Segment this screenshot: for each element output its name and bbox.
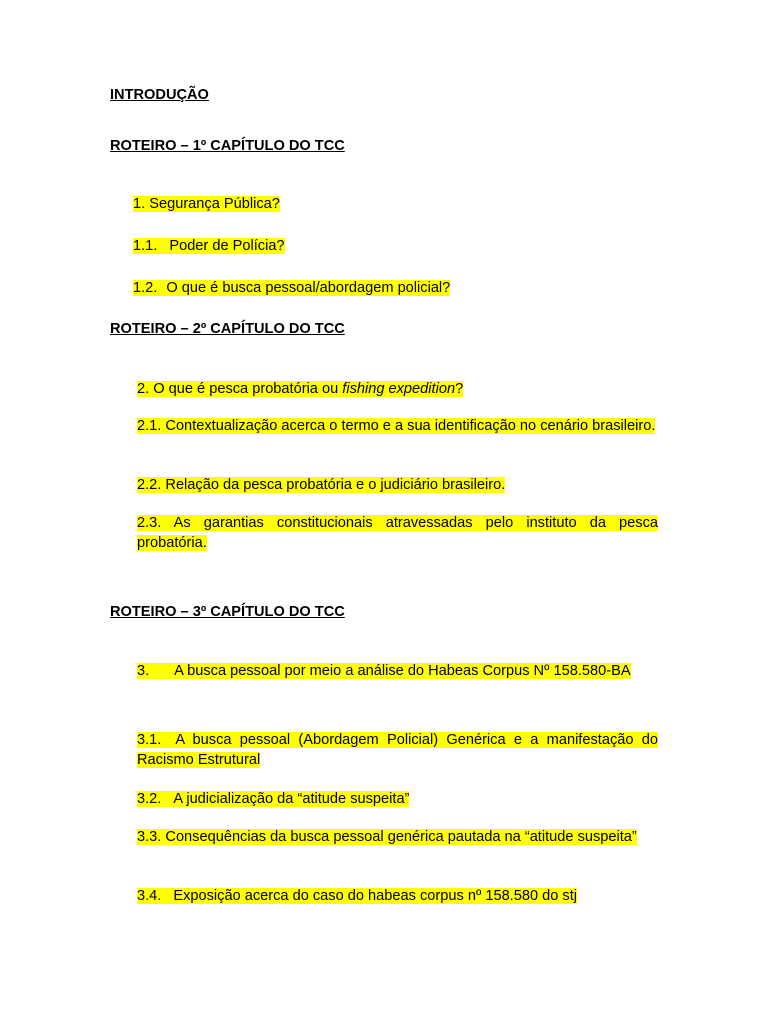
item-text: A judicialização da “atitude suspeita” [173, 791, 410, 807]
item-text: Poder de Polícia? [169, 238, 285, 254]
chapter-1-item-1-1 [133, 237, 285, 255]
chapter-3-item-3-3 [137, 828, 658, 848]
item-number: 3. [137, 663, 150, 679]
chapter-2-item-2-2 [137, 476, 505, 494]
item-number: 3.1. [137, 732, 162, 748]
chapter-2-item-2-1 [137, 417, 658, 437]
item-text-italic: fishing expedition [342, 381, 456, 397]
document-title: INTRODUÇÃO [110, 87, 209, 103]
item-number: 2.1. [137, 418, 162, 434]
item-text: As garantias constitucionais atravessadas pelo instituto da pesca probatória. [137, 515, 658, 551]
chapter-2-heading: ROTEIRO – 2º CAPÍTULO DO TCC [110, 321, 345, 337]
chapter-3-item-3 [137, 662, 647, 682]
chapter-1-item-1-2 [133, 279, 450, 297]
chapter-2-item-2 [137, 380, 463, 398]
item-number: 1.2. [133, 280, 158, 296]
item-number: 3.4. [137, 888, 162, 904]
item-text: O que é busca pessoal/abordagem policial? [166, 280, 451, 296]
item-text: Consequências da busca pessoal genérica pautada na “atitude suspeita” [165, 829, 637, 845]
item-number: 3.3. [137, 829, 162, 845]
item-text-end: ? [455, 381, 464, 397]
chapter-2-item-2-3 [137, 514, 658, 553]
chapter-3-item-3-2 [137, 790, 409, 808]
chapter-1-heading: ROTEIRO – 1º CAPÍTULO DO TCC [110, 138, 345, 154]
item-text: A busca pessoal por meio a análise do Habeas Corpus Nº 158.580-BA [174, 663, 631, 679]
item-number: 1. [133, 196, 146, 212]
item-number: 3.2. [137, 791, 162, 807]
chapter-3-item-3-4 [137, 887, 577, 905]
item-text: Segurança Pública? [149, 196, 280, 212]
chapter-3-item-3-1 [137, 731, 658, 770]
item-text: Contextualização acerca o termo e a sua identificação no cenário brasileiro. [165, 418, 656, 434]
item-text: O que é pesca probatória ou [153, 381, 343, 397]
chapter-1-item-1 [133, 195, 280, 213]
item-text: A busca pessoal (Abordagem Policial) Genérica e a manifestação do Racismo Estrutural [137, 732, 658, 768]
item-number: 2. [137, 381, 150, 397]
item-number: 2.2. [137, 477, 162, 493]
item-text: Exposição acerca do caso do habeas corpus nº 158.580 do stj [173, 888, 578, 904]
item-text: Relação da pesca probatória e o judiciário brasileiro. [165, 477, 506, 493]
chapter-3-heading: ROTEIRO – 3º CAPÍTULO DO TCC [110, 604, 345, 620]
item-number: 2.3. [137, 515, 162, 531]
item-number: 1.1. [133, 238, 158, 254]
